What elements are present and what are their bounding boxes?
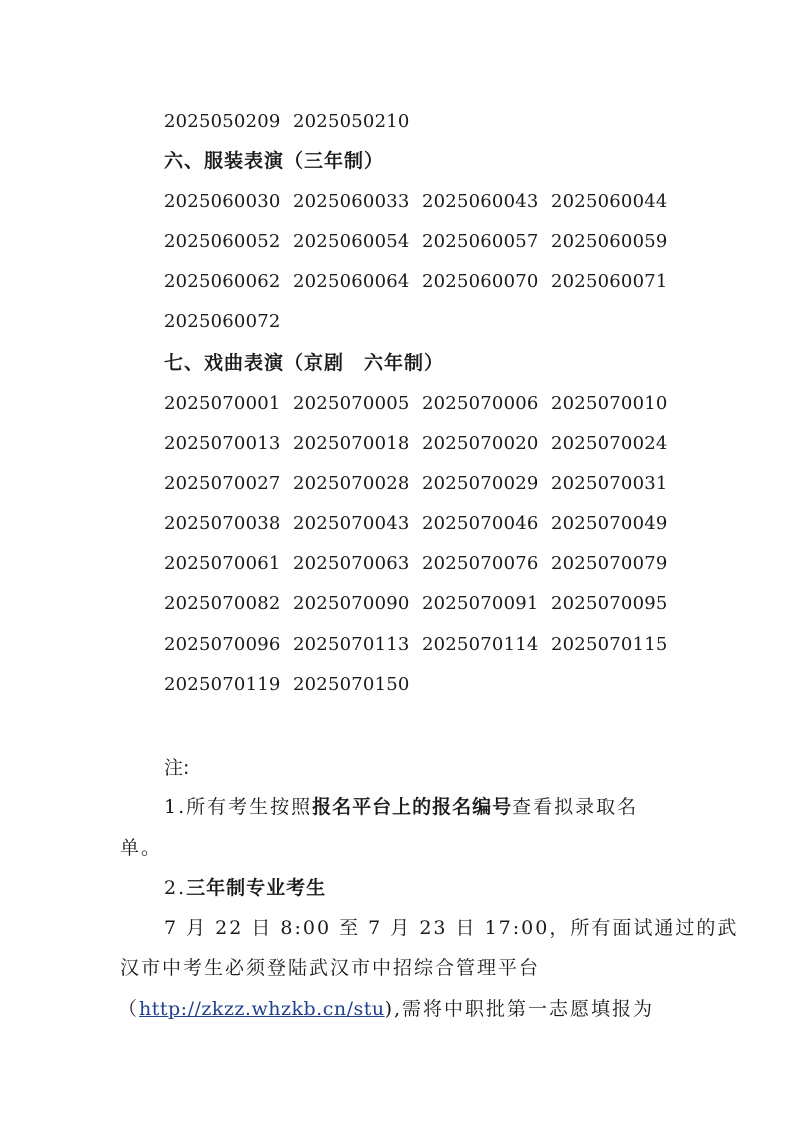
registration-number: 2025070020	[422, 433, 539, 454]
note-item-1-emphasis: 报名平台上的报名编号	[312, 796, 513, 818]
registration-number: 2025060072	[164, 311, 281, 332]
registration-number: 2025050209	[164, 111, 281, 132]
platform-link[interactable]: http://zkzz.whzkb.cn/stu	[139, 998, 385, 1020]
registration-number: 2025070150	[293, 674, 410, 695]
registration-number: 2025060070	[422, 271, 539, 292]
note-item-2-line-2: 汉市中考生必须登陆武汉市中招综合管理平台	[120, 957, 541, 979]
registration-number: 2025070049	[551, 513, 668, 534]
registration-number: 2025070028	[293, 473, 410, 494]
registration-number: 2025070113	[293, 634, 410, 655]
registration-number: 2025060057	[422, 231, 539, 252]
registration-number: 2025070082	[164, 593, 281, 614]
registration-number: 2025070046	[422, 513, 539, 534]
note-item-2-line-3-tail: ),需将中职批第一志愿填报为	[384, 998, 655, 1020]
registration-number: 2025060030	[164, 191, 281, 212]
note-item-2-line-3	[118, 994, 654, 1024]
section-heading-fashion: 六、服装表演（三年制）	[164, 150, 385, 172]
registration-number: 2025070061	[164, 553, 281, 574]
notes-title: 注:	[164, 757, 190, 779]
registration-number: 2025070091	[422, 593, 539, 614]
registration-number: 2025070031	[551, 473, 668, 494]
registration-number: 2025070013	[164, 433, 281, 454]
section-heading-opera: 七、戏曲表演（京剧 六年制）	[164, 352, 445, 374]
registration-number: 2025070090	[293, 593, 410, 614]
registration-number: 2025060071	[551, 271, 668, 292]
registration-number: 2025070043	[293, 513, 410, 534]
registration-number: 2025070024	[551, 433, 668, 454]
note-item-1-prefix: 1.所有考生按照	[164, 796, 313, 818]
registration-number: 2025050210	[293, 111, 410, 132]
registration-number: 2025070063	[293, 553, 410, 574]
registration-number: 2025070005	[293, 393, 410, 414]
registration-number: 2025070029	[422, 473, 539, 494]
registration-number: 2025060059	[551, 231, 668, 252]
note-item-1-continuation: 单。	[120, 837, 163, 859]
registration-number: 2025070096	[164, 634, 281, 655]
note-item-2-number: 2.	[164, 877, 187, 899]
registration-number: 2025070001	[164, 393, 281, 414]
registration-number: 2025060052	[164, 231, 281, 252]
registration-number: 2025070076	[422, 553, 539, 574]
registration-number: 2025070018	[293, 433, 410, 454]
note-item-1	[164, 792, 638, 822]
note-item-2-heading	[164, 873, 326, 903]
registration-number: 2025060064	[293, 271, 410, 292]
registration-number: 2025070115	[551, 634, 668, 655]
registration-number: 2025070079	[551, 553, 668, 574]
registration-number: 2025060054	[293, 231, 410, 252]
open-paren: （	[118, 998, 140, 1020]
note-item-2-line-1: 7 月 22 日 8:00 至 7 月 23 日 17:00，所有面试通过的武	[164, 917, 739, 939]
registration-number: 2025070027	[164, 473, 281, 494]
registration-number: 2025070095	[551, 593, 668, 614]
registration-number: 2025060062	[164, 271, 281, 292]
registration-number: 2025060033	[293, 191, 410, 212]
registration-number: 2025070119	[164, 674, 281, 695]
registration-number: 2025060044	[551, 191, 668, 212]
registration-number: 2025070038	[164, 513, 281, 534]
registration-number: 2025070006	[422, 393, 539, 414]
note-item-2-title: 三年制专业考生	[186, 877, 327, 899]
registration-number: 2025060043	[422, 191, 539, 212]
registration-number: 2025070010	[551, 393, 668, 414]
note-item-1-suffix: 查看拟录取名	[512, 796, 639, 818]
registration-number: 2025070114	[422, 634, 539, 655]
